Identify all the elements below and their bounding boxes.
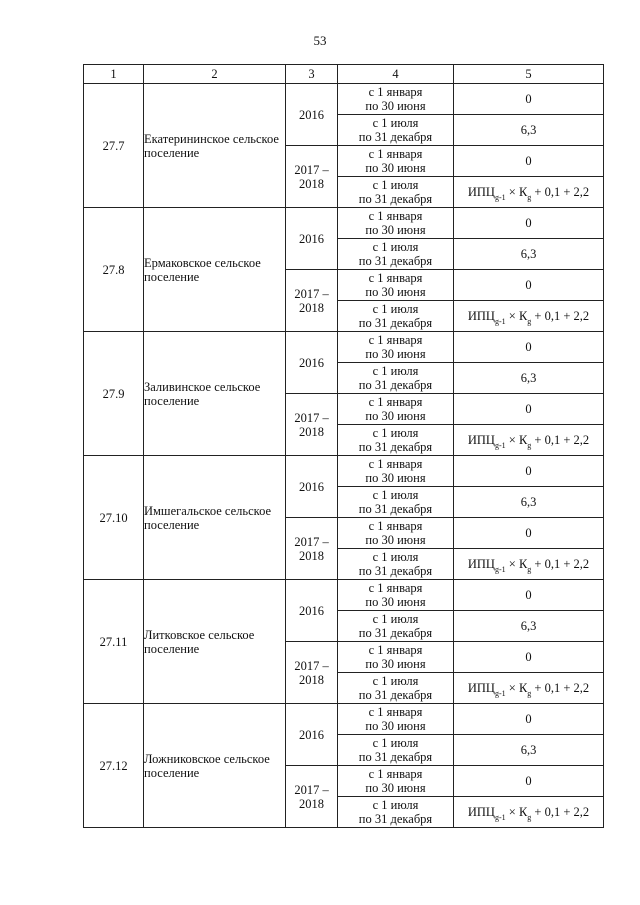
value-cell [454, 177, 604, 208]
formula [467, 185, 590, 202]
value-cell: 0 [454, 766, 604, 797]
text-line: по 30 июня [365, 223, 426, 237]
value-cell [454, 797, 604, 828]
column-header: 3 [286, 65, 338, 84]
year-cell [286, 580, 338, 642]
period-cell [338, 766, 454, 797]
table-row [84, 456, 604, 487]
formula [467, 681, 590, 698]
text-line: с 1 января [368, 767, 423, 781]
year-cell [286, 456, 338, 518]
formula-coef-sub: g [527, 565, 532, 574]
text-line: по 31 декабря [358, 254, 433, 268]
formula-times: × [505, 309, 519, 323]
row-number: 27.11 [84, 580, 144, 704]
text-line: по 30 июня [365, 533, 426, 547]
period-cell [338, 549, 454, 580]
period-cell [338, 84, 454, 115]
value-cell: 0 [454, 146, 604, 177]
text-line: с 1 июля [372, 550, 419, 564]
text-line: с 1 января [368, 457, 423, 471]
period-cell [338, 673, 454, 704]
text-line: по 31 декабря [358, 750, 433, 764]
formula-times: × [505, 681, 519, 695]
text-line: 2018 [299, 796, 324, 811]
row-number: 27.7 [84, 84, 144, 208]
text-line: 2018 [299, 176, 324, 191]
settlement-name: Ермаковское сельское поселение [144, 208, 286, 332]
formula-tail: + 0,1 + 2,2 [531, 805, 590, 819]
text-line: с 1 января [368, 209, 423, 223]
year-cell [286, 84, 338, 146]
value-cell: 6,3 [454, 487, 604, 518]
period-cell [338, 146, 454, 177]
formula-coef: К [518, 309, 528, 323]
formula-index-sub: g-1 [494, 565, 506, 574]
text-line: 2016 [299, 727, 324, 742]
year-cell [286, 332, 338, 394]
text-line: по 31 декабря [358, 316, 433, 330]
column-header: 1 [84, 65, 144, 84]
text-line: с 1 января [368, 271, 423, 285]
period-cell [338, 177, 454, 208]
text-line: с 1 июля [372, 798, 419, 812]
formula-times: × [505, 557, 519, 571]
formula-index-sub: g-1 [494, 689, 506, 698]
formula-coef: К [518, 433, 528, 447]
text-line: по 31 декабря [358, 688, 433, 702]
table-body [84, 84, 604, 828]
formula-coef: К [518, 805, 528, 819]
text-line: по 31 декабря [358, 192, 433, 206]
formula-coef-sub: g [527, 689, 532, 698]
text-line: по 30 июня [365, 657, 426, 671]
formula-index-sub: g-1 [494, 317, 506, 326]
text-line: с 1 января [368, 395, 423, 409]
tariff-table [83, 64, 604, 828]
text-line: по 31 декабря [358, 626, 433, 640]
text-line: 2018 [299, 672, 324, 687]
text-line: по 31 декабря [358, 812, 433, 826]
text-line: с 1 июля [372, 116, 419, 130]
formula-index: ИПЦ [467, 681, 495, 695]
year-cell [286, 518, 338, 580]
period-cell [338, 301, 454, 332]
page-number: 53 [313, 33, 327, 48]
text-line: 2017 – [294, 286, 329, 301]
text-line: с 1 января [368, 333, 423, 347]
text-line: по 30 июня [365, 781, 426, 795]
formula-tail: + 0,1 + 2,2 [531, 433, 590, 447]
text-line: по 31 декабря [358, 440, 433, 454]
formula-index: ИПЦ [467, 805, 495, 819]
formula-index-sub: g-1 [494, 193, 506, 202]
row-number: 27.10 [84, 456, 144, 580]
text-line: 2017 – [294, 782, 329, 797]
formula-coef-sub: g [527, 317, 532, 326]
value-cell: 0 [454, 580, 604, 611]
formula-index: ИПЦ [467, 557, 495, 571]
text-line: 2016 [299, 355, 324, 370]
year-cell [286, 642, 338, 704]
text-line: по 31 декабря [358, 564, 433, 578]
text-line: с 1 января [368, 643, 423, 657]
table-row [84, 84, 604, 115]
text-line: 2018 [299, 548, 324, 563]
text-line: с 1 января [368, 705, 423, 719]
value-cell: 0 [454, 456, 604, 487]
value-cell: 0 [454, 704, 604, 735]
year-cell [286, 270, 338, 332]
text-line: по 30 июня [365, 347, 426, 361]
period-cell [338, 363, 454, 394]
text-line: по 30 июня [365, 595, 426, 609]
text-line: с 1 января [368, 581, 423, 595]
formula-coef-sub: g [527, 813, 532, 822]
column-header: 4 [338, 65, 454, 84]
text-line: по 30 июня [365, 719, 426, 733]
value-cell: 6,3 [454, 239, 604, 270]
value-cell [454, 425, 604, 456]
value-cell [454, 301, 604, 332]
value-cell [454, 549, 604, 580]
text-line: с 1 июля [372, 240, 419, 254]
year-cell [286, 208, 338, 270]
period-cell [338, 704, 454, 735]
text-line: с 1 июля [372, 178, 419, 192]
formula-tail: + 0,1 + 2,2 [531, 681, 590, 695]
header-row [84, 65, 604, 84]
period-cell [338, 425, 454, 456]
period-cell [338, 394, 454, 425]
text-line: 2017 – [294, 410, 329, 425]
text-line: с 1 января [368, 85, 423, 99]
period-cell [338, 456, 454, 487]
text-line: с 1 июля [372, 302, 419, 316]
text-line: 2018 [299, 424, 324, 439]
formula [467, 557, 590, 574]
year-cell [286, 766, 338, 828]
text-line: по 31 декабря [358, 130, 433, 144]
formula-coef: К [518, 681, 528, 695]
period-cell [338, 115, 454, 146]
formula-tail: + 0,1 + 2,2 [531, 309, 590, 323]
formula [467, 309, 590, 326]
text-line: 2016 [299, 107, 324, 122]
formula-coef: К [518, 185, 528, 199]
text-line: с 1 июля [372, 364, 419, 378]
table-row [84, 704, 604, 735]
settlement-name: Ложниковское сельское поселение [144, 704, 286, 828]
value-cell: 0 [454, 208, 604, 239]
value-cell: 0 [454, 642, 604, 673]
value-cell: 6,3 [454, 611, 604, 642]
formula-index: ИПЦ [467, 185, 495, 199]
period-cell [338, 332, 454, 363]
period-cell [338, 642, 454, 673]
column-header: 5 [454, 65, 604, 84]
text-line: с 1 января [368, 519, 423, 533]
settlement-name: Екатерининское сельское поселение [144, 84, 286, 208]
value-cell [454, 673, 604, 704]
formula-index-sub: g-1 [494, 441, 506, 450]
text-line: с 1 июля [372, 426, 419, 440]
row-number: 27.8 [84, 208, 144, 332]
value-cell: 6,3 [454, 735, 604, 766]
formula-coef-sub: g [527, 441, 532, 450]
year-cell [286, 704, 338, 766]
year-cell [286, 394, 338, 456]
table-row [84, 580, 604, 611]
settlement-name: Заливинское сельское поселение [144, 332, 286, 456]
value-cell: 0 [454, 518, 604, 549]
value-cell: 6,3 [454, 363, 604, 394]
text-line: по 30 июня [365, 161, 426, 175]
text-line: с 1 июля [372, 674, 419, 688]
text-line: по 30 июня [365, 285, 426, 299]
period-cell [338, 239, 454, 270]
settlement-name: Литковское сельское поселение [144, 580, 286, 704]
value-cell: 0 [454, 84, 604, 115]
formula-index: ИПЦ [467, 309, 495, 323]
formula-index: ИПЦ [467, 433, 495, 447]
formula [467, 805, 590, 822]
year-cell [286, 146, 338, 208]
text-line: 2017 – [294, 162, 329, 177]
text-line: с 1 января [368, 147, 423, 161]
table-row [84, 208, 604, 239]
text-line: 2017 – [294, 534, 329, 549]
value-cell: 0 [454, 270, 604, 301]
formula-times: × [505, 433, 519, 447]
text-line: по 31 декабря [358, 378, 433, 392]
text-line: 2016 [299, 231, 324, 246]
text-line: по 30 июня [365, 409, 426, 423]
formula [467, 433, 590, 450]
text-line: 2016 [299, 603, 324, 618]
text-line: 2018 [299, 300, 324, 315]
text-line: 2017 – [294, 658, 329, 673]
formula-tail: + 0,1 + 2,2 [531, 557, 590, 571]
period-cell [338, 208, 454, 239]
period-cell [338, 735, 454, 766]
text-line: с 1 июля [372, 612, 419, 626]
row-number: 27.9 [84, 332, 144, 456]
settlement-name: Имшегальское сельское поселение [144, 456, 286, 580]
formula-index-sub: g-1 [494, 813, 506, 822]
value-cell: 6,3 [454, 115, 604, 146]
formula-times: × [505, 805, 519, 819]
formula-coef-sub: g [527, 193, 532, 202]
text-line: по 31 декабря [358, 502, 433, 516]
period-cell [338, 518, 454, 549]
formula-coef: К [518, 557, 528, 571]
value-cell: 0 [454, 332, 604, 363]
text-line: 2016 [299, 479, 324, 494]
formula-times: × [505, 185, 519, 199]
text-line: с 1 июля [372, 736, 419, 750]
table-row [84, 332, 604, 363]
period-cell [338, 797, 454, 828]
period-cell [338, 580, 454, 611]
text-line: с 1 июля [372, 488, 419, 502]
value-cell: 0 [454, 394, 604, 425]
period-cell [338, 487, 454, 518]
column-header: 2 [144, 65, 286, 84]
formula-tail: + 0,1 + 2,2 [531, 185, 590, 199]
text-line: по 30 июня [365, 99, 426, 113]
period-cell [338, 611, 454, 642]
text-line: по 30 июня [365, 471, 426, 485]
period-cell [338, 270, 454, 301]
row-number: 27.12 [84, 704, 144, 828]
